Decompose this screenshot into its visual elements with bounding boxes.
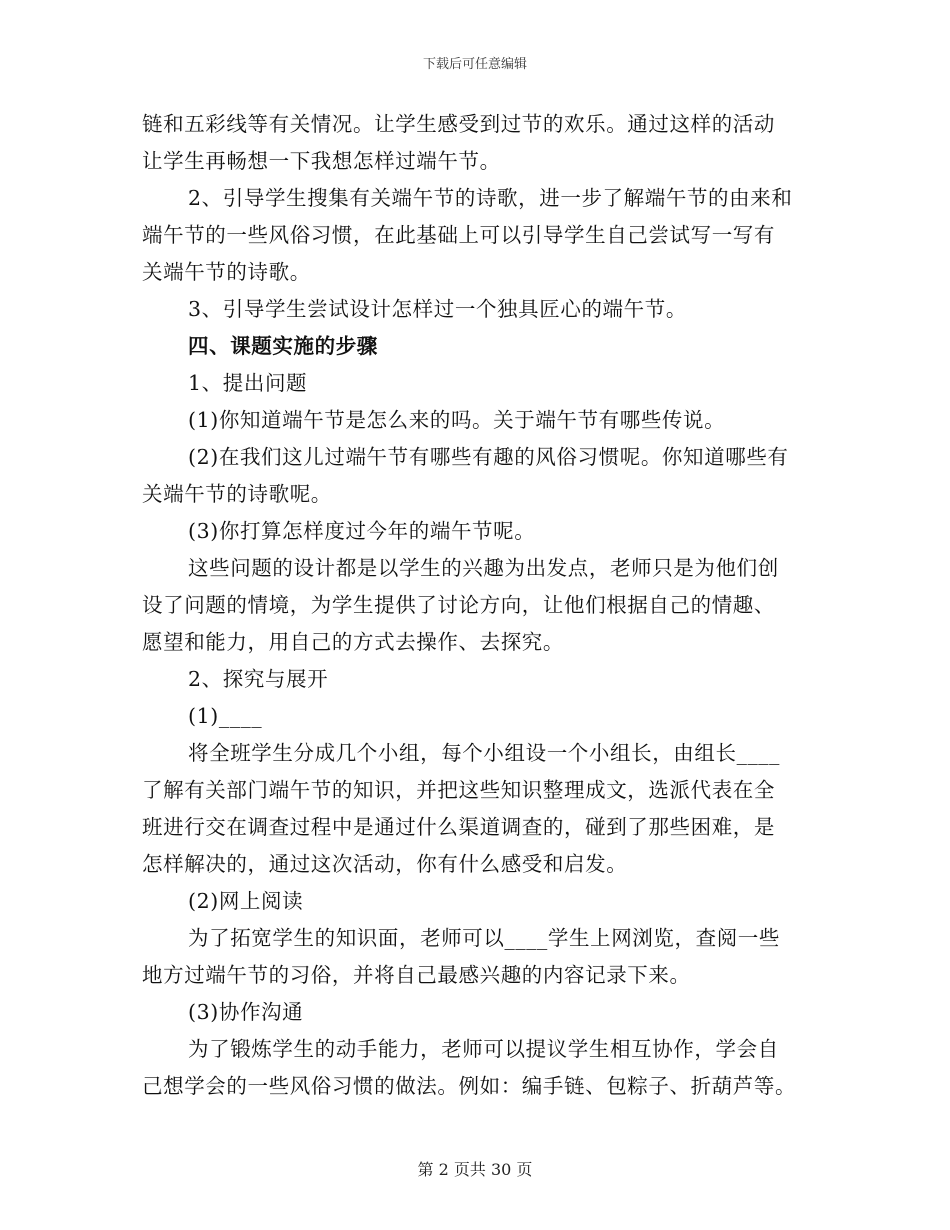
text-line: 设了问题的情境，为学生提供了讨论方向，让他们根据自己的情趣、 [142, 593, 775, 617]
text-line: (1)____ [188, 704, 263, 728]
text-line: 为了锻炼学生的动手能力，老师可以提议学生相互协作，学会自 [188, 1037, 779, 1061]
text-line: 2、引导学生搜集有关端午节的诗歌，进一步了解端午节的由来和 [188, 186, 793, 210]
page-footer: 第 2 页共 30 页 [417, 1160, 533, 1179]
text-line: 2、探究与展开 [188, 667, 329, 691]
text-line: 3、引导学生尝试设计怎样过一个独具匠心的端午节。 [188, 297, 687, 321]
text-line: 端午节的一些风俗习惯，在此基础上可以引导学生自己尝试写一写有 [142, 223, 775, 247]
text-line: (3)协作沟通 [188, 1000, 304, 1024]
text-line: 怎样解决的，通过这次活动，你有什么感受和启发。 [142, 852, 628, 876]
text-line: 这些问题的设计都是以学生的兴趣为出发点，老师只是为他们创 [188, 556, 779, 580]
text-line: 愿望和能力，用自己的方式去操作、去探究。 [142, 630, 564, 654]
section-heading: 四、课题实施的步骤 [188, 334, 378, 358]
text-line: 关端午节的诗歌。 [142, 260, 311, 284]
text-line: 己想学会的一些风俗习惯的做法。例如：编手链、包粽子、折葫芦等。 [142, 1074, 797, 1098]
text-line: 链和五彩线等有关情况。让学生感受到过节的欢乐。通过这样的活动 [142, 112, 775, 136]
page-header: 下载后可任意编辑 [422, 57, 527, 72]
text-line: 了解有关部门端午节的知识，并把这些知识整理成文，选派代表在全 [142, 778, 775, 802]
document-body [142, 106, 810, 1105]
text-line: 1、提出问题 [188, 371, 308, 395]
text-line: 关端午节的诗歌呢。 [142, 482, 332, 506]
text-line: 地方过端午节的习俗，并将自己最感兴趣的内容记录下来。 [142, 963, 691, 987]
text-line: (1)你知道端午节是怎么来的吗。关于端午节有哪些传说。 [188, 408, 726, 432]
text-line: (2)在我们这儿过端午节有哪些有趣的风俗习惯呢。你知道哪些有 [188, 445, 789, 469]
text-line: 班进行交在调查过程中是通过什么渠道调查的，碰到了那些困难，是 [142, 815, 775, 839]
text-line: (3)你打算怎样度过今年的端午节呢。 [188, 519, 536, 543]
text-line: 将全班学生分成几个小组，每个小组设一个小组长，由组长____ [188, 741, 780, 765]
text-line: (2)网上阅读 [188, 889, 304, 913]
text-line: 为了拓宽学生的知识面，老师可以____学生上网浏览，查阅一些 [188, 926, 780, 950]
text-line: 让学生再畅想一下我想怎样过端午节。 [142, 149, 501, 173]
